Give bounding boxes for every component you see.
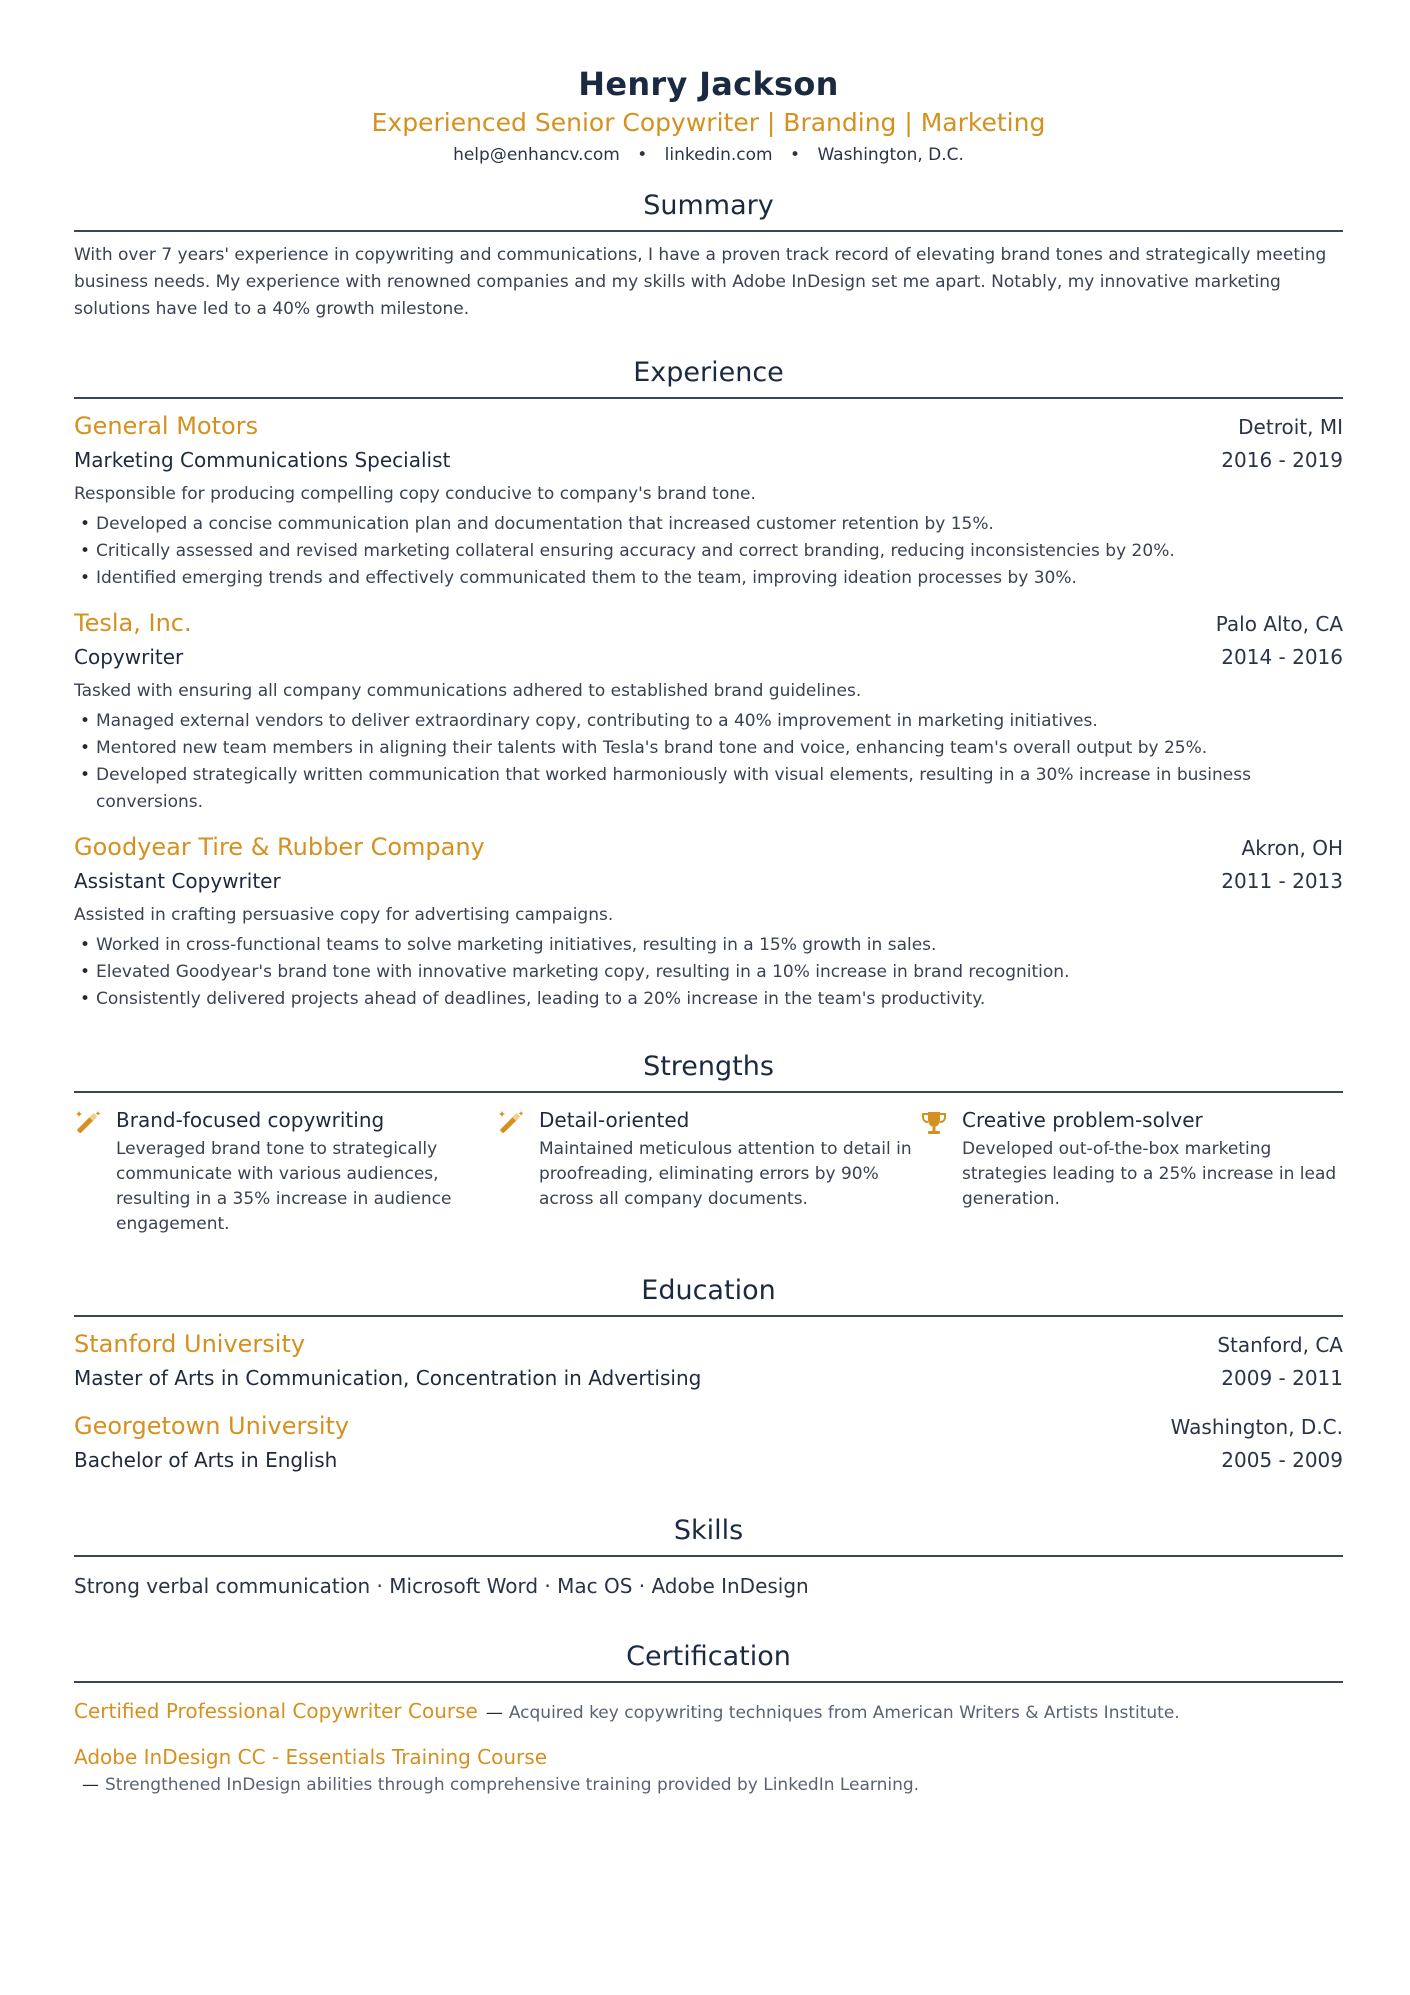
candidate-name: Henry Jackson (578, 65, 839, 103)
school-location: Washington, D.C. (1170, 1415, 1343, 1439)
skills-section (74, 1513, 1343, 1601)
trophy-icon (920, 1105, 962, 1237)
job-bullet: • Identified emerging trends and effectively communicated them to the team, improving ideation processes by 30%. (74, 565, 1343, 592)
job-bullet: • Consistently delivered projects ahead of deadlines, leading to a 20% increase in the team's productivity. (74, 986, 1343, 1013)
job-bullets (74, 511, 1343, 592)
resume-page (74, 0, 1343, 1799)
section-title-summary: Summary (74, 188, 1343, 232)
job-description: Assisted in crafting persuasive copy for advertising campaigns. (74, 905, 614, 925)
magic-wand-icon (74, 1105, 116, 1237)
strength-title: Creative problem-solver (962, 1108, 1203, 1132)
candidate-headline: Experienced Senior Copywriter | Branding | Marketing (371, 108, 1046, 137)
summary-text: With over 7 years' experience in copywriting and communications, I have a proven track record of elevating brand tones and strategically meeting business needs. My experience with renowned companies and my skills with Adobe InDesign set me apart. Notably, my innovative marketing solutions have led to a 40% growth milestone. (74, 245, 1327, 319)
company-name: General Motors (74, 412, 259, 440)
job-bullets (74, 708, 1343, 816)
section-title-strengths: Strengths (74, 1049, 1343, 1093)
skills-list: Strong verbal communication · Microsoft Word · Mac OS · Adobe InDesign (74, 1574, 809, 1598)
certification-entry (74, 1697, 1343, 1727)
certification-dash: — (82, 1775, 99, 1795)
job-dates: 2016 - 2019 (1221, 448, 1343, 472)
strength-item (497, 1105, 920, 1237)
strength-item (920, 1105, 1343, 1237)
job-role: Copywriter (74, 645, 184, 669)
certification-title: Certified Professional Copywriter Course (74, 1699, 478, 1723)
strengths-list (74, 1105, 1343, 1237)
education-dates: 2005 - 2009 (1221, 1448, 1343, 1472)
section-title-certification: Certification (74, 1639, 1343, 1683)
contact-separator: • (790, 145, 801, 165)
section-title-skills: Skills (74, 1513, 1343, 1557)
job-bullets (74, 932, 1343, 1013)
certification-title: Adobe InDesign CC - Essentials Training Course (74, 1745, 548, 1769)
job-bullet: • Worked in cross-functional teams to solve marketing initiatives, resulting in a 15% growth in sales. (74, 932, 1343, 959)
experience-section (74, 355, 1343, 1013)
strength-description: Leveraged brand tone to strategically communicate with various audiences, resulting in a 35% increase in audience engagement. (116, 1139, 452, 1234)
job-bullet: • Developed strategically written communication that worked harmoniously with visual elements, resulting in a 30% increase in business conversions. (74, 762, 1343, 816)
certification-entry (74, 1743, 1343, 1799)
strength-title: Detail-oriented (539, 1108, 690, 1132)
contact-linkedin[interactable]: linkedin.com (664, 145, 773, 165)
job-bullet: • Elevated Goodyear's brand tone with innovative marketing copy, resulting in a 10% increase in brand recognition. (74, 959, 1343, 986)
job-bullet: • Mentored new team members in aligning their talents with Tesla's brand tone and voice, enhancing team's overall output by 25%. (74, 735, 1343, 762)
school-name: Stanford University (74, 1330, 306, 1358)
job-description: Tasked with ensuring all company communications adhered to established brand guidelines. (74, 681, 862, 701)
summary-section (74, 188, 1343, 323)
certification-description-line (74, 1771, 1343, 1799)
job-bullet: • Critically assessed and revised marketing collateral ensuring accuracy and correct branding, reducing inconsistencies by 20%. (74, 538, 1343, 565)
contact-email[interactable]: help@enhancv.com (453, 145, 620, 165)
job-role: Marketing Communications Specialist (74, 448, 451, 472)
section-title-experience: Experience (74, 355, 1343, 399)
certification-section (74, 1639, 1343, 1799)
degree: Master of Arts in Communication, Concentration in Advertising (74, 1366, 702, 1390)
school-name: Georgetown University (74, 1412, 350, 1440)
job-dates: 2011 - 2013 (1221, 869, 1343, 893)
experience-entry (74, 830, 1343, 1013)
strength-description: Developed out-of-the-box marketing strategies leading to a 25% increase in lead generation. (962, 1139, 1337, 1209)
certification-dash: — (485, 1703, 503, 1723)
job-role: Assistant Copywriter (74, 869, 281, 893)
company-name: Tesla, Inc. (74, 609, 192, 637)
degree: Bachelor of Arts in English (74, 1448, 338, 1472)
job-location: Akron, OH (1241, 836, 1343, 860)
contact-separator: • (637, 145, 648, 165)
school-location: Stanford, CA (1217, 1333, 1343, 1357)
certification-description: Strengthened InDesign abilities through comprehensive training provided by LinkedIn Learning. (105, 1775, 920, 1795)
education-dates: 2009 - 2011 (1221, 1366, 1343, 1390)
resume-header (74, 0, 1343, 168)
education-entry (74, 1409, 1343, 1477)
section-title-education: Education (74, 1273, 1343, 1317)
job-bullet: • Managed external vendors to deliver extraordinary copy, contributing to a 40% improvement in marketing initiatives. (74, 708, 1343, 735)
strength-description: Maintained meticulous attention to detail in proofreading, eliminating errors by 90% across all company documents. (539, 1139, 912, 1209)
job-location: Detroit, MI (1238, 415, 1343, 439)
education-entry (74, 1327, 1343, 1395)
company-name: Goodyear Tire & Rubber Company (74, 833, 485, 861)
job-bullet: • Developed a concise communication plan and documentation that increased customer retention by 15%. (74, 511, 1343, 538)
job-description: Responsible for producing compelling copy conducive to company's brand tone. (74, 484, 756, 504)
job-location: Palo Alto, CA (1215, 612, 1343, 636)
magic-wand-icon (497, 1105, 539, 1237)
strength-item (74, 1105, 497, 1237)
job-dates: 2014 - 2016 (1221, 645, 1343, 669)
experience-entry (74, 606, 1343, 816)
contact-location: Washington, D.C. (817, 145, 964, 165)
strength-title: Brand-focused copywriting (116, 1108, 385, 1132)
certification-description: Acquired key copywriting techniques from American Writers & Artists Institute. (508, 1703, 1180, 1723)
contact-line (74, 142, 1343, 168)
experience-entry (74, 409, 1343, 592)
education-section (74, 1273, 1343, 1477)
strengths-section (74, 1049, 1343, 1237)
